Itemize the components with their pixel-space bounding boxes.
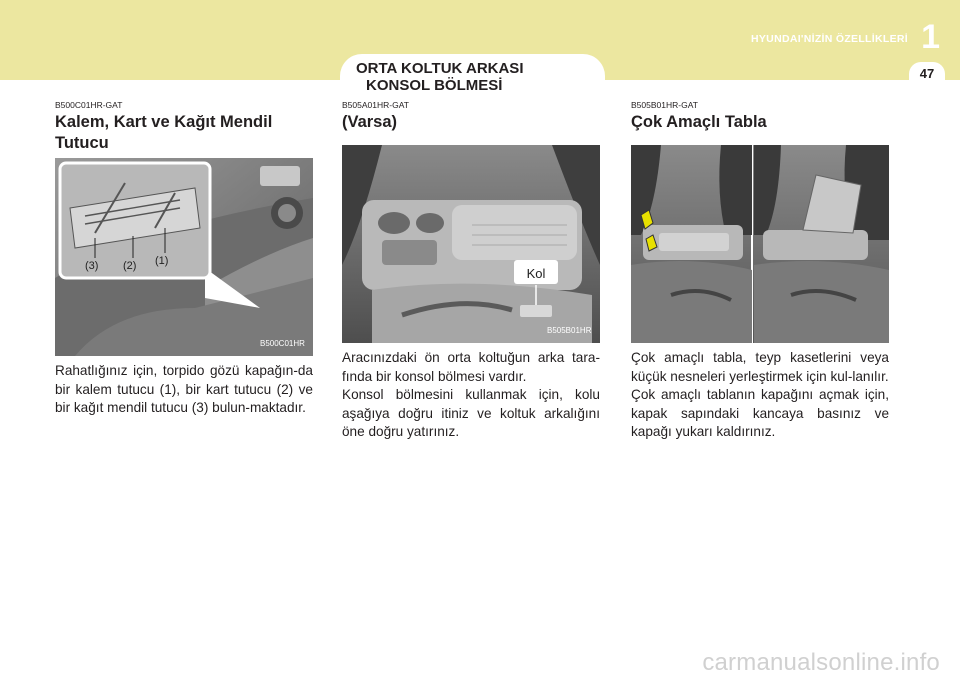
body-text-p2: Çok amaçlı tablanın kapağını açmak için, kapak sapındaki kancaya basınız ve kapağı yukarı kaldırınız. [631, 387, 889, 439]
body-text-p2: Konsol bölmesini kullanmak için, kolu aşağıya doğru itiniz ve koltuk arkalığını öne doğru yatırınız. [342, 387, 600, 439]
section-code: B505B01HR-GAT [631, 100, 698, 110]
callout-2: (2) [123, 260, 137, 272]
column-multi-purpose-tray [631, 100, 889, 442]
callout-1: (1) [155, 255, 169, 267]
section-code: B500C01HR-GAT [55, 100, 123, 110]
callout-3: (3) [85, 260, 99, 272]
section-heading-line1: Kalem, Kart ve Kağıt Mendil [55, 113, 273, 131]
section-title-line1: ORTA KOLTUK ARKASI [356, 60, 524, 77]
body-text-p1: Çok amaçlı tabla, teyp kasetlerini veya küçük nesneleri yerleştirmek için kul-lanılır. [631, 350, 889, 384]
section-heading-line2: Tutucu [55, 134, 109, 152]
column-console-compartment [342, 100, 600, 442]
section-title [356, 60, 596, 94]
chapter-number: 1 [921, 18, 940, 56]
chapter-title: HYUNDAI'NİZİN ÖZELLİKLERİ [751, 33, 908, 45]
figure-code: B505B01HR [547, 326, 592, 335]
section-heading: Çok Amaçlı Tabla [631, 113, 767, 131]
console-lever-photo [342, 145, 600, 343]
section-title-line2: KONSOL BÖLMESİ [366, 77, 503, 94]
section-code: B505A01HR-GAT [342, 100, 409, 110]
column-pen-card-tissue-holder [55, 100, 313, 418]
body-text-p1: Aracınızdaki ön orta koltuğun arka tara-fında bir konsol bölmesi vardır. [342, 350, 600, 384]
glovebox-holder-photo [55, 158, 313, 356]
lever-label: Kol [526, 266, 546, 281]
watermark: carmanualsonline.info [702, 649, 940, 676]
section-heading: (Varsa) [342, 113, 398, 131]
figure-code: B500C01HR [260, 339, 305, 348]
multi-purpose-tray-photo [631, 145, 889, 343]
page-number: 47 [919, 66, 935, 81]
body-text: Rahatlığınız için, torpido gözü kapağın-da bir kalem tutucu (1), bir kart tutucu (2) ve bir kağıt mendil tutucu (3) bulun-maktadır. [55, 363, 313, 415]
section-heading [55, 112, 313, 154]
